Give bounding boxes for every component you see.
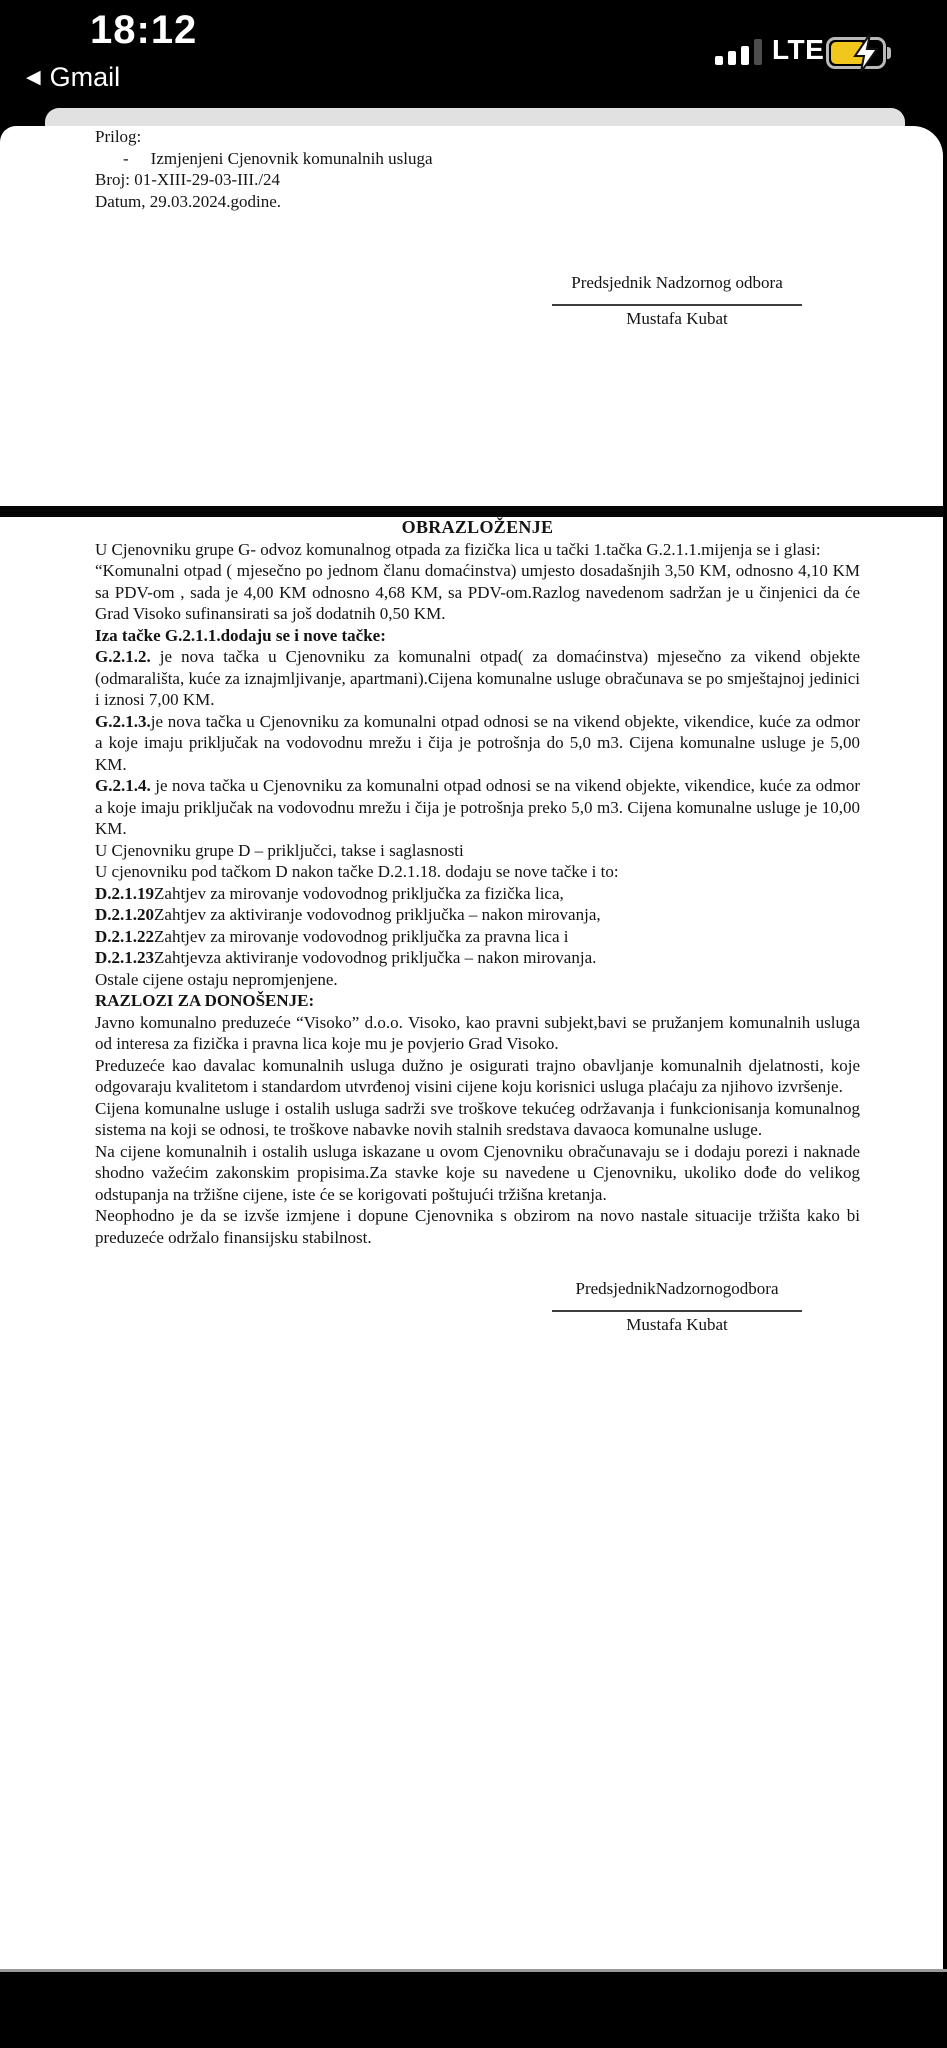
- signal-strength-icon: [715, 39, 762, 65]
- item-text-d19: Zahtjev za mirovanje vodovodnog priključka za fizička lica,: [154, 883, 564, 903]
- paragraph-g213: [95, 711, 860, 776]
- item-lead-d22: D.2.1.22: [95, 926, 155, 946]
- document-page-scroll-area[interactable]: [0, 126, 943, 1969]
- signature-title: Predsjednik Nadzornog odbora: [571, 273, 783, 292]
- signal-bar: [754, 39, 762, 65]
- back-label: Gmail: [49, 62, 121, 92]
- item-lead-g214: G.2.1.4.: [95, 776, 151, 795]
- attachment-item: [95, 148, 860, 170]
- back-triangle-icon: ◀: [26, 67, 41, 88]
- item-text-d22: Zahtjev za mirovanje vodovodnog priključka za pravna lica i: [154, 926, 569, 946]
- document-number: Broj: 01-XIII-29-03-III./24: [95, 170, 281, 189]
- list-item-d23: [95, 947, 860, 969]
- signature-block-page2: [552, 1278, 802, 1335]
- item-lead-d23: D.2.1.23: [95, 948, 155, 967]
- attachment-item-text: Izmjenjeni Cjenovnik komunalnih usluga: [150, 148, 433, 168]
- signature-name: Mustafa Kubat: [626, 308, 728, 328]
- list-item-d19: [95, 883, 860, 905]
- attachment-label: Prilog:: [95, 127, 142, 146]
- item-text-g214: je nova tačka u Cjenovniku za komunalni otpad odnosi se na vikend objekte, vikendice, kuće za odmor a koje imaju priključak na vodovodnu mrežu i čija je potrošnja preko 5,0 m3. Cijena komunalne usluge je 10,00 KM.: [95, 776, 860, 838]
- paragraph-ostale: Ostale cijene ostaju nepromjenjene.: [95, 969, 338, 989]
- lightning-bolt-icon: [851, 33, 881, 73]
- paragraph-r2: Preduzeće kao davalac komunalnih usluga dužno je osigurati trajno obavljanje komunalnih djelatnosti, koje odgovaraju kvalitetom i standardom utvrđenoj visini cijene koju korisnici usluga plaćaju za njihovo izvršenje.: [95, 1055, 860, 1096]
- paragraph-g214: [95, 775, 860, 840]
- battery-nub: [887, 47, 891, 59]
- item-text-g213: je nova tačka u Cjenovniku za komunalni otpad odnosi se na vikend objekte, vikendice, kuće za odmor a koje imaju priključak na vodovodnu mrežu i čija je potrošnja do 5,0 m3. Cijena komunalne usluge je 5,00 KM.: [95, 711, 860, 774]
- page-break-divider: [0, 506, 943, 517]
- paragraph-r1: Javno komunalno preduzeće “Visoko” d.o.o. Visoko, kao pravni subjekt,bavi se pružanjem komunalnih usluga od interesa za fizička i pravna lica koje mu je povjerio Grad Visoko.: [95, 1012, 860, 1053]
- paragraph-r4: Na cijene komunalnih i ostalih usluga iskazane u ovom Cjenovniku obračunavaju se i dodaju porezi i naknade shodno važećim zakonskim propisima.Za stavke koje su navedene u Cjenovniku, ukoliko dođe do velikog odstupanja na tržišne cijene, iste će se korigovati poštujući tržišna kretanja.: [95, 1141, 860, 1204]
- item-text-d23: Zahtjevza aktiviranje vodovodnog priključka – nakon mirovanja.: [154, 948, 597, 967]
- battery-charging-icon: [826, 37, 886, 69]
- item-text-g212: je nova tačka u Cjenovniku za komunalni otpad( za domaćinstva) mjesečno za vikend objekte (odmarališta, kuće za iznajmljivanje, apartmani).Cijena komunalne usluge obračunava se po smještajnoj jedinici i iznosi 7,00 KM.: [95, 647, 860, 709]
- paragraph-g212: [95, 646, 860, 711]
- paragraph-quote: “Komunalni otpad ( mjesečno po jednom članu domaćinstva) umjesto dosadašnjih 3,50 KM, odnosno 4,10 KM sa PDV-om , sada je 4,00 KM odnosno 4,68 KM, sa PDV-om.Razlog navedenom sadržan je u činjenici da će Grad Visoko sufinansirati sa još dodatnih 0,50 KM.: [95, 561, 860, 623]
- paragraph-r3: Cijena komunalne usluge i ostalih usluga sadrži sve troškove tekućeg održavanja i funkcionisanja komunalnog sistema na koji se odnosi, te troškove nabavke novih stalnih sredstava davaoca komunalne usluge.: [95, 1098, 860, 1139]
- subheading-iza-tacke: Iza tačke G.2.1.1.dodaju se i nove tačke:: [95, 625, 386, 645]
- signal-bar: [715, 56, 723, 65]
- signature-block-page1: [552, 272, 802, 329]
- signature-line: [552, 1310, 802, 1312]
- signal-bar: [741, 46, 749, 65]
- status-bar: [0, 0, 947, 105]
- bullet-dash: -: [123, 148, 129, 168]
- subheading-razlozi: RAZLOZI ZA DONOŠENJE:: [95, 991, 315, 1010]
- list-item-d22: [95, 926, 860, 948]
- back-to-gmail-button[interactable]: [26, 62, 120, 93]
- item-lead-g213: G.2.1.3.: [95, 711, 151, 731]
- list-item-d20: [95, 904, 860, 926]
- paragraph-d-intro: U cjenovniku pod tačkom D nakon tačke D.2.1.18. dodaju se nove tačke i to:: [95, 862, 619, 881]
- paragraph-intro: U Cjenovniku grupe G- odvoz komunalnog otpada za fizička lica u tački 1.tačka G.2.1.1.mijenja se i glasi:: [95, 539, 821, 559]
- item-lead-d20: D.2.1.20: [95, 905, 155, 924]
- signature-title: PredsjednikNadzornogodbora: [575, 1279, 779, 1298]
- status-time: 18:12: [90, 8, 198, 52]
- paragraph-r5: Neophodno je da se izvše izmjene i dopune Cjenovnika s obzirom na novo nastale situacije tržišta kako bi preduzeće održalo finansijsku stabilnost.: [95, 1206, 860, 1247]
- paragraph-group-d: U Cjenovniku grupe D – priključci, takse i saglasnosti: [95, 840, 464, 860]
- network-type-label: LTE: [772, 34, 825, 65]
- item-lead-g212: G.2.1.2.: [95, 647, 151, 666]
- item-text-d20: Zahtjev za aktiviranje vodovodnog priključka – nakon mirovanja,: [154, 905, 601, 924]
- page-bottom-edge: [0, 1969, 947, 1972]
- signal-bar: [728, 51, 736, 65]
- section-heading-obrazlozenje: OBRAZLOŽENJE: [401, 517, 554, 537]
- signature-line: [552, 304, 802, 306]
- item-lead-d19: D.2.1.19: [95, 883, 155, 903]
- document-date: Datum, 29.03.2024.godine.: [95, 191, 282, 211]
- signature-name: Mustafa Kubat: [626, 1314, 728, 1334]
